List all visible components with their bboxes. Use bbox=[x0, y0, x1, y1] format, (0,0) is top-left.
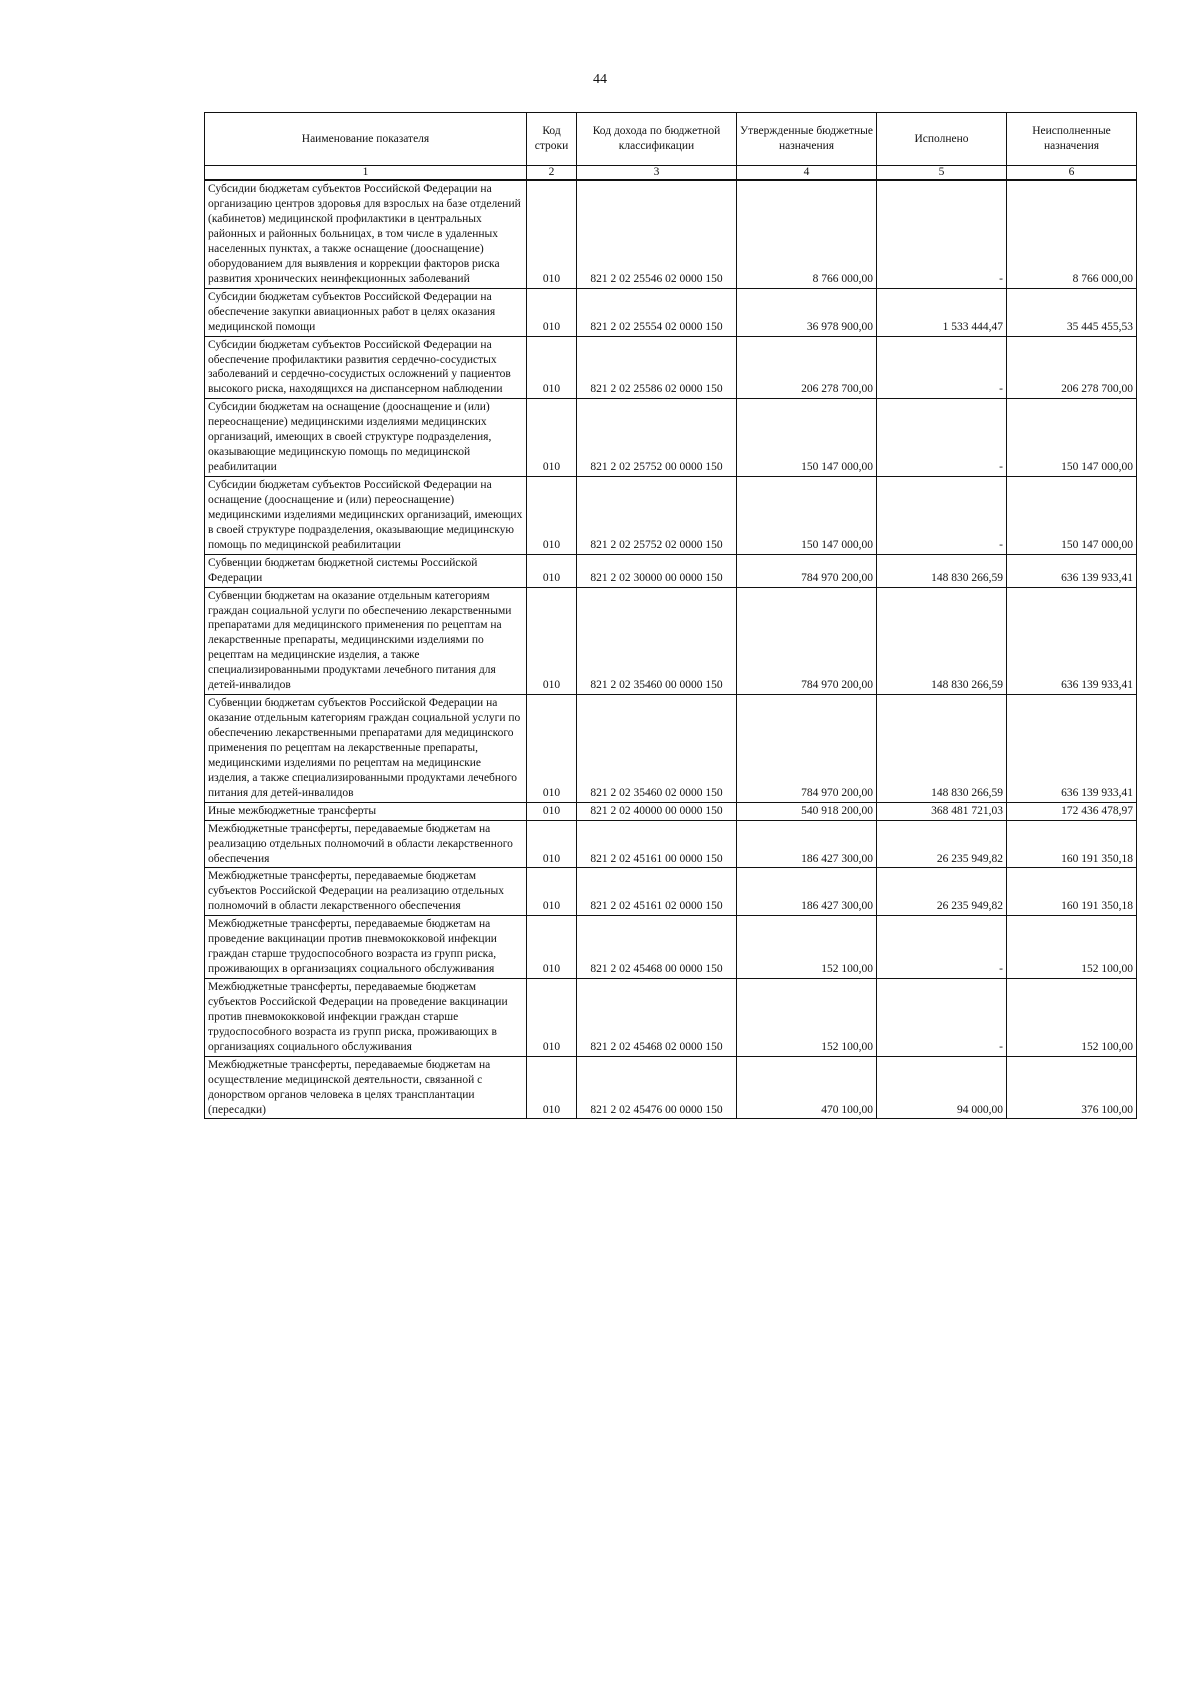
approved-amount-cell: 784 970 200,00 bbox=[737, 695, 877, 803]
executed-amount-cell: 94 000,00 bbox=[877, 1056, 1007, 1119]
line-code-cell: 010 bbox=[527, 587, 577, 695]
indicator-name-cell: Межбюджетные трансферты, передаваемые бюджетам на реализацию отдельных полномочий в области лекарственного обеспечения bbox=[205, 820, 527, 868]
unexecuted-amount-cell: 160 191 350,18 bbox=[1007, 820, 1137, 868]
page-number: 44 bbox=[593, 72, 607, 87]
line-code-cell: 010 bbox=[527, 916, 577, 979]
column-number: 2 bbox=[527, 166, 577, 181]
income-code-cell: 821 2 02 25752 00 0000 150 bbox=[577, 399, 737, 477]
line-code-cell: 010 bbox=[527, 820, 577, 868]
table-row bbox=[205, 695, 1137, 803]
executed-amount-cell: - bbox=[877, 399, 1007, 477]
indicator-name-cell: Субсидии бюджетам субъектов Российской Федерации на организацию центров здоровья для взрослых на базе отделений (кабинетов) медицинской профилактики в центральных районных и районных больницах, в том числе в удаленных населенных пунктах, а также оснащение (дооснащение) оборудованием для выявления и коррекции факторов риска развития хронических неинфекционных заболеваний bbox=[205, 180, 527, 288]
line-code-cell: 010 bbox=[527, 288, 577, 336]
unexecuted-amount-cell: 152 100,00 bbox=[1007, 916, 1137, 979]
executed-amount-cell: 1 533 444,47 bbox=[877, 288, 1007, 336]
executed-amount-cell: - bbox=[877, 979, 1007, 1057]
table-row bbox=[205, 554, 1137, 587]
unexecuted-amount-cell: 150 147 000,00 bbox=[1007, 399, 1137, 477]
executed-amount-cell: 26 235 949,82 bbox=[877, 820, 1007, 868]
executed-amount-cell: 368 481 721,03 bbox=[877, 802, 1007, 820]
executed-amount-cell: - bbox=[877, 180, 1007, 288]
indicator-name-cell: Субсидии бюджетам субъектов Российской Федерации на обеспечение закупки авиационных работ в целях оказания медицинской помощи bbox=[205, 288, 527, 336]
approved-amount-cell: 186 427 300,00 bbox=[737, 868, 877, 916]
income-code-cell: 821 2 02 35460 02 0000 150 bbox=[577, 695, 737, 803]
approved-amount-cell: 150 147 000,00 bbox=[737, 399, 877, 477]
income-code-cell: 821 2 02 25586 02 0000 150 bbox=[577, 336, 737, 399]
column-number: 4 bbox=[737, 166, 877, 181]
indicator-name-cell: Субвенции бюджетам бюджетной системы Российской Федерации bbox=[205, 554, 527, 587]
table-row bbox=[205, 477, 1137, 555]
indicator-name-cell: Субвенции бюджетам субъектов Российской Федерации на оказание отдельным категориям граждан социальной услуги по обеспечению лекарственными препаратами для медицинского применения по рецептам на лекарственные препараты, медицинскими изделиями по рецептам на медицинские изделия, а также специализированными продуктами лечебного питания для детей-инвалидов bbox=[205, 695, 527, 803]
income-code-cell: 821 2 02 45161 00 0000 150 bbox=[577, 820, 737, 868]
column-header: Наименование показателя bbox=[205, 113, 527, 166]
indicator-name-cell: Субвенции бюджетам на оказание отдельным категориям граждан социальной услуги по обеспечению лекарственными препаратами для медицинского применения по рецептам на лекарственные препараты, медицинскими изделиями по рецептам на медицинские изделия, а также специализированными продуктами лечебного питания для детей-инвалидов bbox=[205, 587, 527, 695]
income-code-cell: 821 2 02 25752 02 0000 150 bbox=[577, 477, 737, 555]
indicator-name-cell: Межбюджетные трансферты, передаваемые бюджетам на осуществление медицинской деятельности, связанной с донорством органов человека в целях трансплантации (пересадки) bbox=[205, 1056, 527, 1119]
unexecuted-amount-cell: 636 139 933,41 bbox=[1007, 695, 1137, 803]
table-row bbox=[205, 288, 1137, 336]
approved-amount-cell: 784 970 200,00 bbox=[737, 554, 877, 587]
unexecuted-amount-cell: 206 278 700,00 bbox=[1007, 336, 1137, 399]
indicator-name-cell: Межбюджетные трансферты, передаваемые бюджетам субъектов Российской Федерации на реализацию отдельных полномочий в области лекарственного обеспечения bbox=[205, 868, 527, 916]
approved-amount-cell: 784 970 200,00 bbox=[737, 587, 877, 695]
unexecuted-amount-cell: 35 445 455,53 bbox=[1007, 288, 1137, 336]
approved-amount-cell: 36 978 900,00 bbox=[737, 288, 877, 336]
column-header: Неисполненные назначения bbox=[1007, 113, 1137, 166]
income-code-cell: 821 2 02 45468 00 0000 150 bbox=[577, 916, 737, 979]
budget-execution-table bbox=[204, 112, 1137, 1119]
table-row bbox=[205, 1056, 1137, 1119]
line-code-cell: 010 bbox=[527, 180, 577, 288]
table-row bbox=[205, 802, 1137, 820]
income-code-cell: 821 2 02 45161 02 0000 150 bbox=[577, 868, 737, 916]
line-code-cell: 010 bbox=[527, 979, 577, 1057]
approved-amount-cell: 8 766 000,00 bbox=[737, 180, 877, 288]
column-header: Утвержденные бюджетные назначения bbox=[737, 113, 877, 166]
approved-amount-cell: 186 427 300,00 bbox=[737, 820, 877, 868]
table-row bbox=[205, 180, 1137, 288]
line-code-cell: 010 bbox=[527, 336, 577, 399]
approved-amount-cell: 152 100,00 bbox=[737, 916, 877, 979]
table-body bbox=[205, 180, 1137, 1119]
indicator-name-cell: Иные межбюджетные трансферты bbox=[205, 802, 527, 820]
column-header: Код строки bbox=[527, 113, 577, 166]
approved-amount-cell: 540 918 200,00 bbox=[737, 802, 877, 820]
income-code-cell: 821 2 02 25546 02 0000 150 bbox=[577, 180, 737, 288]
line-code-cell: 010 bbox=[527, 477, 577, 555]
unexecuted-amount-cell: 636 139 933,41 bbox=[1007, 554, 1137, 587]
income-code-cell: 821 2 02 25554 02 0000 150 bbox=[577, 288, 737, 336]
table-header-row bbox=[205, 113, 1137, 166]
executed-amount-cell: 148 830 266,59 bbox=[877, 587, 1007, 695]
column-header: Код дохода по бюджетной классификации bbox=[577, 113, 737, 166]
approved-amount-cell: 470 100,00 bbox=[737, 1056, 877, 1119]
unexecuted-amount-cell: 150 147 000,00 bbox=[1007, 477, 1137, 555]
column-number: 3 bbox=[577, 166, 737, 181]
indicator-name-cell: Субсидии бюджетам субъектов Российской Федерации на обеспечение профилактики развития сердечно-сосудистых заболеваний и сердечно-сосудистых осложнений у пациентов высокого риска, находящихся на диспансерном наблюдении bbox=[205, 336, 527, 399]
line-code-cell: 010 bbox=[527, 554, 577, 587]
table-row bbox=[205, 868, 1137, 916]
line-code-cell: 010 bbox=[527, 695, 577, 803]
income-code-cell: 821 2 02 45468 02 0000 150 bbox=[577, 979, 737, 1057]
table-row bbox=[205, 587, 1137, 695]
table-row bbox=[205, 979, 1137, 1057]
line-code-cell: 010 bbox=[527, 1056, 577, 1119]
income-code-cell: 821 2 02 35460 00 0000 150 bbox=[577, 587, 737, 695]
income-code-cell: 821 2 02 40000 00 0000 150 bbox=[577, 802, 737, 820]
executed-amount-cell: - bbox=[877, 477, 1007, 555]
indicator-name-cell: Межбюджетные трансферты, передаваемые бюджетам субъектов Российской Федерации на проведение вакцинации против пневмококковой инфекции граждан старше трудоспособного возраста из групп риска, проживающих в организациях социального обслуживания bbox=[205, 979, 527, 1057]
approved-amount-cell: 206 278 700,00 bbox=[737, 336, 877, 399]
table-row bbox=[205, 336, 1137, 399]
income-code-cell: 821 2 02 45476 00 0000 150 bbox=[577, 1056, 737, 1119]
executed-amount-cell: - bbox=[877, 336, 1007, 399]
line-code-cell: 010 bbox=[527, 802, 577, 820]
executed-amount-cell: - bbox=[877, 916, 1007, 979]
approved-amount-cell: 152 100,00 bbox=[737, 979, 877, 1057]
indicator-name-cell: Межбюджетные трансферты, передаваемые бюджетам на проведение вакцинации против пневмококковой инфекции граждан старше трудоспособного возраста из групп риска, проживающих в организациях социального обслуживания bbox=[205, 916, 527, 979]
approved-amount-cell: 150 147 000,00 bbox=[737, 477, 877, 555]
executed-amount-cell: 26 235 949,82 bbox=[877, 868, 1007, 916]
column-number: 5 bbox=[877, 166, 1007, 181]
line-code-cell: 010 bbox=[527, 868, 577, 916]
column-header: Исполнено bbox=[877, 113, 1007, 166]
table-row bbox=[205, 820, 1137, 868]
unexecuted-amount-cell: 636 139 933,41 bbox=[1007, 587, 1137, 695]
executed-amount-cell: 148 830 266,59 bbox=[877, 554, 1007, 587]
line-code-cell: 010 bbox=[527, 399, 577, 477]
table-row bbox=[205, 916, 1137, 979]
unexecuted-amount-cell: 160 191 350,18 bbox=[1007, 868, 1137, 916]
column-number-row bbox=[205, 166, 1137, 181]
column-number: 6 bbox=[1007, 166, 1137, 181]
income-code-cell: 821 2 02 30000 00 0000 150 bbox=[577, 554, 737, 587]
indicator-name-cell: Субсидии бюджетам на оснащение (дооснащение и (или) переоснащение) медицинскими изделиями медицинских организаций, имеющих в своей структуре подразделения, оказывающие медицинскую помощь по медицинской реабилитации bbox=[205, 399, 527, 477]
unexecuted-amount-cell: 172 436 478,97 bbox=[1007, 802, 1137, 820]
indicator-name-cell: Субсидии бюджетам субъектов Российской Федерации на оснащение (дооснащение и (или) переоснащение) медицинскими изделиями медицинских организаций, имеющих в своей структуре подразделения, оказывающие медицинскую помощь по медицинской реабилитации bbox=[205, 477, 527, 555]
table-row bbox=[205, 399, 1137, 477]
unexecuted-amount-cell: 8 766 000,00 bbox=[1007, 180, 1137, 288]
unexecuted-amount-cell: 376 100,00 bbox=[1007, 1056, 1137, 1119]
column-number: 1 bbox=[205, 166, 527, 181]
executed-amount-cell: 148 830 266,59 bbox=[877, 695, 1007, 803]
unexecuted-amount-cell: 152 100,00 bbox=[1007, 979, 1137, 1057]
